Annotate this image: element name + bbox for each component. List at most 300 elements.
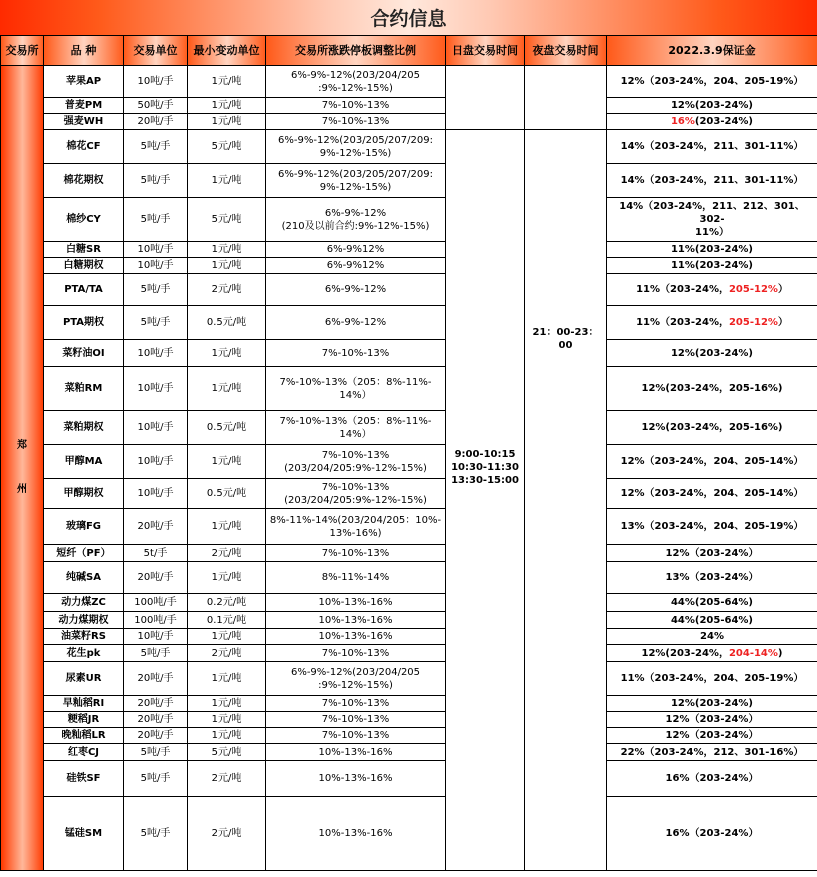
unit-cell — [124, 258, 188, 274]
limit-cell — [266, 797, 446, 871]
tick-cell — [188, 242, 266, 258]
product-cell — [44, 306, 124, 340]
margin-text: 11%(203-24%) — [670, 244, 754, 255]
unit-cell — [124, 130, 188, 164]
limit-cell-text: 10%-13%-16% — [318, 597, 393, 608]
day-session-cell — [446, 130, 525, 871]
tick-cell — [188, 645, 266, 662]
tick-cell — [188, 744, 266, 761]
product-cell-text: 白糖期权 — [63, 260, 104, 271]
product-cell — [44, 545, 124, 562]
product-cell — [44, 744, 124, 761]
product-cell-text: 菜籽油OI — [62, 347, 105, 359]
product-cell-text: PTA期权 — [62, 317, 105, 328]
tick-cell-text: 1元/吨 — [211, 673, 242, 684]
table-row — [1, 562, 817, 594]
margin-highlight: 16% — [670, 116, 695, 127]
margin-cell — [607, 629, 817, 645]
unit-cell-text: 5吨/手 — [140, 284, 171, 295]
margin-text: 13%（203-24%） — [665, 572, 759, 583]
table-row — [1, 367, 817, 411]
table-row — [1, 696, 817, 712]
tick-cell-text: 0.5元/吨 — [206, 488, 247, 499]
unit-cell-text: 20吨/手 — [137, 116, 174, 127]
table-row — [1, 594, 817, 612]
margin-text: 12%(203-24%，205-16%) — [641, 383, 783, 394]
unit-cell — [124, 629, 188, 645]
tick-cell — [188, 258, 266, 274]
unit-cell — [124, 744, 188, 761]
product-cell — [44, 479, 124, 509]
tick-cell — [188, 445, 266, 479]
product-cell-text: 玻璃FG — [65, 521, 102, 532]
limit-cell-text: 6%-9%-12% (210及以前合约:9%-12%-15%) — [281, 207, 430, 232]
unit-cell — [124, 545, 188, 562]
limit-cell — [266, 562, 446, 594]
tick-cell — [188, 662, 266, 696]
limit-cell — [266, 645, 446, 662]
margin-text: 16%（203-24%） — [665, 773, 759, 784]
unit-cell-text: 10吨/手 — [137, 244, 174, 255]
product-cell-text: 白糖SR — [66, 244, 101, 255]
limit-cell — [266, 242, 446, 258]
unit-cell — [124, 98, 188, 114]
product-cell — [44, 645, 124, 662]
exchange-cell — [1, 66, 44, 871]
unit-cell-text: 20吨/手 — [137, 714, 174, 725]
product-cell-text: 甲醇期权 — [63, 488, 104, 499]
tick-cell — [188, 562, 266, 594]
limit-cell-text: 7%-10%-13% (203/204/205:9%-12%-15%) — [284, 449, 427, 474]
margin-cell — [607, 728, 817, 744]
unit-cell — [124, 274, 188, 306]
table-row — [1, 306, 817, 340]
margin-cell — [607, 164, 817, 198]
product-cell — [44, 114, 124, 130]
unit-cell — [124, 479, 188, 509]
margin-cell — [607, 340, 817, 367]
product-cell — [44, 258, 124, 274]
unit-cell-text: 100吨/手 — [134, 597, 177, 608]
product-cell — [44, 242, 124, 258]
limit-cell — [266, 744, 446, 761]
unit-cell-text: 5t/手 — [143, 547, 168, 559]
tick-cell-text: 1元/吨 — [211, 631, 242, 642]
table-row — [1, 274, 817, 306]
header-exchange: 交易所 — [1, 36, 44, 66]
limit-cell-text: 6%-9%12% — [326, 244, 385, 255]
table-row — [1, 629, 817, 645]
margin-text: 12%（203-24%） — [665, 547, 759, 559]
margin-cell — [607, 696, 817, 712]
limit-cell-text: 7%-10%-13% — [321, 714, 390, 725]
margin-text: 12%（203-24%，204、205-19%） — [620, 76, 804, 87]
margin-tail: ） — [777, 317, 788, 328]
unit-cell-text: 10吨/手 — [137, 260, 174, 271]
tick-cell-text: 1元/吨 — [211, 260, 242, 271]
limit-cell-text: 10%-13%-16% — [318, 631, 393, 642]
margin-cell — [607, 198, 817, 242]
unit-cell-text: 20吨/手 — [137, 698, 174, 709]
limit-cell-text: 6%-9%-12%(203/205/207/209: 9%-12%-15%) — [278, 134, 433, 159]
unit-cell-text: 5吨/手 — [140, 175, 171, 186]
limit-cell — [266, 367, 446, 411]
product-cell — [44, 594, 124, 612]
limit-cell-text: 6%-9%-12%(203/205/207/209: 9%-12%-15%) — [278, 168, 433, 193]
tick-cell — [188, 594, 266, 612]
product-cell — [44, 130, 124, 164]
margin-cell — [607, 479, 817, 509]
product-cell — [44, 98, 124, 114]
unit-cell-text: 10吨/手 — [137, 383, 174, 394]
limit-cell — [266, 114, 446, 130]
limit-cell-text: 7%-10%-13% — [321, 116, 390, 127]
limit-cell — [266, 509, 446, 545]
table-row — [1, 797, 817, 871]
limit-cell-text: 7%-10%-13%（205：8%-11%- 14%） — [279, 415, 432, 440]
unit-cell — [124, 164, 188, 198]
unit-cell-text: 10吨/手 — [137, 76, 174, 87]
table-row — [1, 411, 817, 445]
margin-text: 12%(203-24%， — [641, 647, 729, 659]
margin-cell — [607, 114, 817, 130]
margin-text: 44%(205-64%) — [670, 614, 754, 626]
unit-cell — [124, 712, 188, 728]
margin-text: 14%（203-24%，211、301-11%） — [620, 141, 804, 152]
margin-text: 12%（203-24%，204、205-14%） — [620, 456, 804, 467]
unit-cell — [124, 645, 188, 662]
limit-cell — [266, 761, 446, 797]
night-session-empty — [525, 66, 607, 130]
limit-cell — [266, 712, 446, 728]
unit-cell — [124, 509, 188, 545]
tick-cell — [188, 306, 266, 340]
margin-cell — [607, 258, 817, 274]
limit-cell-text: 6%-9%12% — [326, 260, 385, 271]
unit-cell-text: 5吨/手 — [140, 317, 171, 328]
table-row — [1, 130, 817, 164]
limit-cell-text: 6%-9%-12% — [324, 284, 387, 295]
margin-text: 14%（203-24%，211、301-11%） — [620, 175, 804, 186]
margin-tail: ） — [777, 284, 788, 295]
product-cell-text: 苹果AP — [65, 76, 102, 87]
sheet-title: 合约信息 — [0, 0, 817, 36]
margin-text: 12%（203-24%） — [665, 730, 759, 741]
product-cell — [44, 164, 124, 198]
header-product: 品 种 — [44, 36, 124, 66]
limit-cell — [266, 594, 446, 612]
unit-cell — [124, 198, 188, 242]
tick-cell-text: 1元/吨 — [211, 714, 242, 725]
product-cell-text: 锰硅SM — [64, 828, 103, 839]
tick-cell — [188, 797, 266, 871]
tick-cell-text: 5元/吨 — [211, 746, 242, 758]
tick-cell-text: 2元/吨 — [211, 647, 242, 659]
margin-cell — [607, 445, 817, 479]
product-cell-text: 纯碱SA — [66, 572, 101, 583]
margin-text: 24% — [700, 631, 724, 642]
limit-cell-text: 7%-10%-13% — [321, 730, 390, 741]
tick-cell-text: 2元/吨 — [211, 828, 242, 839]
unit-cell — [124, 242, 188, 258]
tick-cell-text: 2元/吨 — [211, 284, 242, 295]
limit-cell-text: 10%-13%-16% — [318, 828, 393, 839]
table-row — [1, 445, 817, 479]
unit-cell — [124, 562, 188, 594]
tick-cell — [188, 479, 266, 509]
tick-cell — [188, 274, 266, 306]
product-cell — [44, 340, 124, 367]
unit-cell-text: 20吨/手 — [137, 673, 174, 684]
product-cell — [44, 696, 124, 712]
table-row — [1, 98, 817, 114]
unit-cell-text: 50吨/手 — [137, 100, 174, 111]
product-cell — [44, 761, 124, 797]
margin-tail: ) — [777, 647, 783, 659]
limit-cell-text: 7%-10%-13% — [321, 647, 390, 659]
header-unit: 交易单位 — [124, 36, 188, 66]
limit-cell — [266, 728, 446, 744]
product-cell-text: 动力煤期权 — [58, 614, 109, 626]
unit-cell — [124, 797, 188, 871]
exchange-name: 郑 州 — [17, 440, 27, 495]
limit-cell — [266, 662, 446, 696]
margin-cell — [607, 645, 817, 662]
margin-text: 12%(203-24%) — [670, 698, 754, 709]
product-cell-text: 甲醇MA — [64, 456, 103, 467]
limit-cell — [266, 98, 446, 114]
product-cell-text: 红枣CJ — [67, 746, 100, 758]
limit-cell — [266, 545, 446, 562]
margin-text: 14%（203-24%，211、212、301、302- 11%） — [619, 201, 805, 238]
unit-cell — [124, 761, 188, 797]
tick-cell-text: 1元/吨 — [211, 730, 242, 741]
unit-cell-text: 10吨/手 — [137, 488, 174, 499]
limit-cell — [266, 274, 446, 306]
product-cell-text: 菜粕RM — [64, 383, 103, 394]
table-row — [1, 479, 817, 509]
product-cell-text: 硅铁SF — [66, 773, 101, 784]
day-session-empty — [446, 66, 525, 130]
product-cell-text: 普麦PM — [64, 100, 103, 111]
tick-cell — [188, 728, 266, 744]
table-row — [1, 258, 817, 274]
table-row — [1, 242, 817, 258]
product-cell-text: 粳稻JR — [67, 714, 100, 725]
night-session-cell-text: 21：00-23：00 — [532, 327, 599, 351]
limit-cell — [266, 306, 446, 340]
limit-cell — [266, 612, 446, 629]
tick-cell-text: 1元/吨 — [211, 116, 242, 127]
tick-cell — [188, 629, 266, 645]
limit-cell — [266, 340, 446, 367]
table-row — [1, 198, 817, 242]
product-cell-text: 棉花期权 — [63, 175, 104, 186]
tick-cell-text: 1元/吨 — [211, 244, 242, 255]
tick-cell — [188, 130, 266, 164]
unit-cell — [124, 445, 188, 479]
tick-cell — [188, 367, 266, 411]
product-cell-text: 棉花CF — [66, 141, 101, 152]
tick-cell-text: 1元/吨 — [211, 76, 242, 87]
margin-text: 12%（203-24%） — [665, 714, 759, 725]
unit-cell-text: 20吨/手 — [137, 730, 174, 741]
tick-cell-text: 1元/吨 — [211, 175, 242, 186]
margin-cell — [607, 411, 817, 445]
tick-cell-text: 0.5元/吨 — [206, 317, 247, 328]
limit-cell-text: 7%-10%-13% — [321, 547, 390, 559]
unit-cell — [124, 728, 188, 744]
product-cell — [44, 629, 124, 645]
product-cell-text: 花生pk — [66, 647, 101, 659]
margin-cell — [607, 509, 817, 545]
tick-cell — [188, 66, 266, 98]
margin-cell — [607, 612, 817, 629]
tick-cell-text: 1元/吨 — [211, 383, 242, 394]
unit-cell-text: 10吨/手 — [137, 456, 174, 467]
margin-cell — [607, 761, 817, 797]
limit-cell — [266, 696, 446, 712]
contract-table — [0, 35, 817, 871]
limit-cell — [266, 479, 446, 509]
product-cell — [44, 445, 124, 479]
product-cell — [44, 367, 124, 411]
table-row — [1, 66, 817, 98]
product-cell-text: 早籼稻RI — [62, 698, 105, 709]
tick-cell — [188, 98, 266, 114]
table-row — [1, 164, 817, 198]
header-margin: 2022.3.9保证金 — [607, 36, 817, 66]
tick-cell-text: 1元/吨 — [211, 456, 242, 467]
limit-cell — [266, 445, 446, 479]
unit-cell-text: 20吨/手 — [137, 521, 174, 532]
margin-cell — [607, 367, 817, 411]
product-cell — [44, 411, 124, 445]
table-row — [1, 509, 817, 545]
limit-cell — [266, 198, 446, 242]
margin-highlight: 205-12% — [728, 317, 778, 328]
tick-cell-text: 2元/吨 — [211, 773, 242, 784]
tick-cell-text: 0.1元/吨 — [206, 614, 247, 626]
table-row — [1, 340, 817, 367]
unit-cell-text: 5吨/手 — [140, 773, 171, 784]
product-cell-text: 尿素UR — [65, 673, 102, 684]
limit-cell-text: 10%-13%-16% — [318, 614, 393, 626]
tick-cell — [188, 114, 266, 130]
product-cell — [44, 509, 124, 545]
limit-cell — [266, 164, 446, 198]
margin-text: 44%(205-64%) — [670, 597, 754, 608]
limit-cell-text: 8%-11%-14% — [321, 572, 390, 583]
margin-text: 16%（203-24%） — [665, 828, 759, 839]
unit-cell — [124, 662, 188, 696]
margin-text: 13%（203-24%，204、205-19%） — [620, 521, 804, 532]
margin-text: 11%(203-24%) — [670, 260, 754, 271]
limit-cell — [266, 130, 446, 164]
margin-text: 11%（203-24%， — [636, 317, 729, 328]
tick-cell-text: 1元/吨 — [211, 100, 242, 111]
unit-cell — [124, 114, 188, 130]
tick-cell-text: 1元/吨 — [211, 521, 242, 532]
tick-cell-text: 1元/吨 — [211, 347, 242, 359]
limit-cell-text: 7%-10%-13% — [321, 100, 390, 111]
header-night-session: 夜盘交易时间 — [525, 36, 607, 66]
product-cell — [44, 612, 124, 629]
unit-cell-text: 10吨/手 — [137, 347, 174, 359]
margin-text: 11%（203-24%，204、205-19%） — [620, 673, 804, 684]
product-cell — [44, 198, 124, 242]
margin-cell — [607, 98, 817, 114]
product-cell — [44, 562, 124, 594]
margin-cell — [607, 274, 817, 306]
tick-cell — [188, 712, 266, 728]
header-tick: 最小变动单位 — [188, 36, 266, 66]
limit-cell — [266, 629, 446, 645]
header-day-session: 日盘交易时间 — [446, 36, 525, 66]
product-cell — [44, 274, 124, 306]
limit-cell — [266, 411, 446, 445]
product-cell — [44, 728, 124, 744]
product-cell-text: 菜粕期权 — [63, 422, 104, 433]
margin-text: 12%(203-24%，205-16%) — [641, 422, 783, 433]
limit-cell — [266, 258, 446, 274]
margin-tail: (203-24%) — [694, 116, 754, 127]
margin-text: 22%（203-24%，212、301-16%） — [620, 746, 804, 758]
limit-cell-text: 8%-11%-14%(203/204/205：10%- 13%-16%) — [269, 514, 442, 539]
tick-cell-text: 0.5元/吨 — [206, 422, 247, 433]
header-row — [1, 36, 817, 66]
day-session-cell-text: 9:00-10:15 10:30-11:30 13:30-15:00 — [451, 449, 519, 486]
unit-cell-text: 5吨/手 — [140, 141, 171, 152]
margin-cell — [607, 662, 817, 696]
unit-cell-text: 10吨/手 — [137, 631, 174, 642]
table-row — [1, 645, 817, 662]
unit-cell — [124, 340, 188, 367]
tick-cell-text: 5元/吨 — [211, 214, 242, 225]
limit-cell-text: 6%-9%-12%(203/204/205 :9%-12%-15%) — [290, 69, 421, 94]
limit-cell-text: 7%-10%-13% (203/204/205:9%-12%-15%) — [284, 481, 427, 506]
unit-cell — [124, 66, 188, 98]
tick-cell — [188, 509, 266, 545]
limit-cell-text: 7%-10%-13%（205：8%-11%- 14%） — [279, 376, 432, 401]
tick-cell — [188, 198, 266, 242]
margin-cell — [607, 130, 817, 164]
product-cell-text: 油菜籽RS — [61, 631, 106, 642]
margin-highlight: 204-14% — [728, 647, 778, 659]
limit-cell-text: 6%-9%-12%(203/204/205 :9%-12%-15%) — [290, 666, 421, 691]
margin-text: 11%（203-24%， — [636, 284, 729, 295]
tick-cell — [188, 612, 266, 629]
table-row — [1, 612, 817, 629]
unit-cell-text: 10吨/手 — [137, 422, 174, 433]
table-row — [1, 662, 817, 696]
tick-cell — [188, 411, 266, 445]
tick-cell — [188, 545, 266, 562]
margin-text: 12%（203-24%，204、205-14%） — [620, 488, 804, 499]
tick-cell — [188, 761, 266, 797]
limit-cell-text: 10%-13%-16% — [318, 746, 393, 758]
table-body — [1, 66, 817, 871]
unit-cell — [124, 696, 188, 712]
table-row — [1, 545, 817, 562]
tick-cell-text: 1元/吨 — [211, 698, 242, 709]
product-cell — [44, 712, 124, 728]
margin-text: 12%(203-24%) — [670, 100, 754, 111]
limit-cell-text: 7%-10%-13% — [321, 347, 390, 359]
tick-cell — [188, 164, 266, 198]
product-cell — [44, 66, 124, 98]
unit-cell-text: 5吨/手 — [140, 647, 171, 659]
